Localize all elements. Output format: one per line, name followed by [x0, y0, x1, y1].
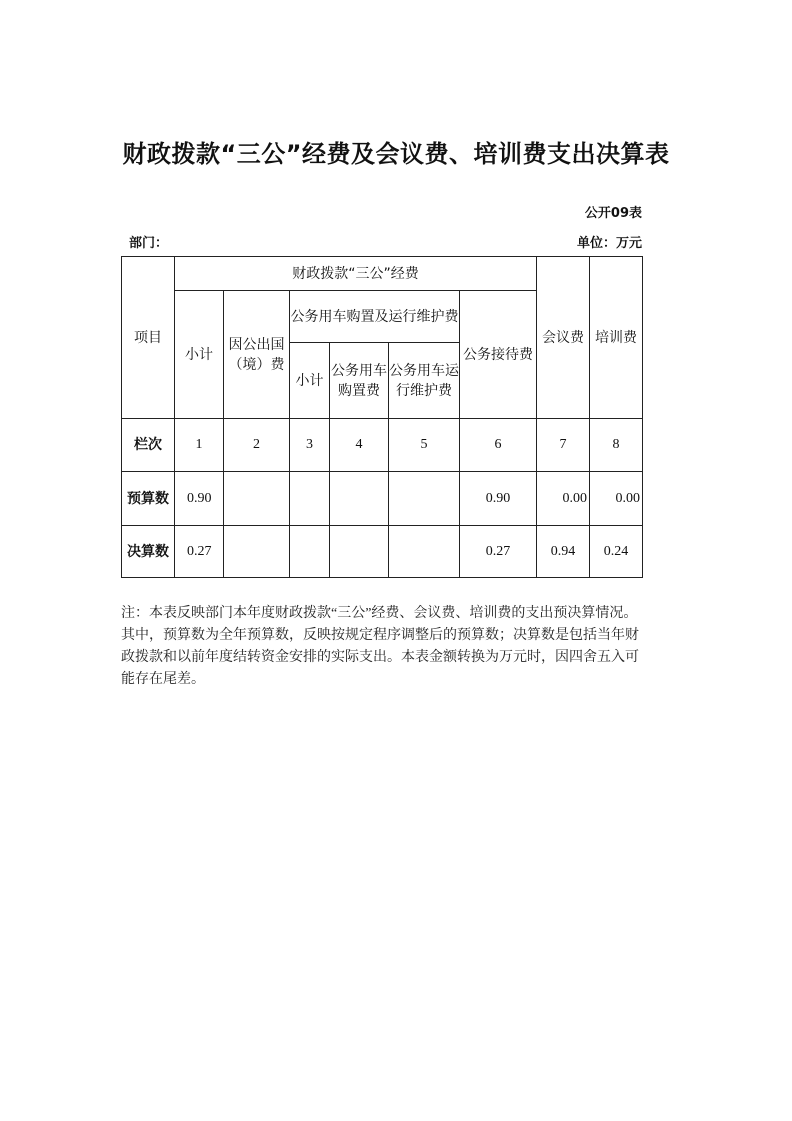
header-fiscal-three-public: 财政拨款“三公”经费 [175, 257, 537, 291]
header-vehicle-purchase: 公务用车购置费 [330, 343, 389, 419]
header-vehicle-subtotal: 小计 [290, 343, 330, 419]
column-number: 2 [224, 419, 290, 472]
header-item: 项目 [122, 257, 175, 419]
budget-meeting: 0.00 [537, 472, 590, 526]
header-training-fee: 培训费 [590, 257, 643, 419]
header-abroad-fee: 因公出国（境）费 [224, 291, 290, 419]
row-label-final: 决算数 [122, 526, 175, 578]
budget-training: 0.00 [590, 472, 643, 526]
header-reception-fee: 公务接待费 [460, 291, 537, 419]
column-number-row [122, 419, 643, 472]
column-number: 1 [175, 419, 224, 472]
budget-vehicle-purchase [330, 472, 389, 526]
final-vehicle-operation [389, 526, 460, 578]
final-vehicle-subtotal [290, 526, 330, 578]
final-training: 0.24 [590, 526, 643, 578]
final-subtotal: 0.27 [175, 526, 224, 578]
budget-reception: 0.90 [460, 472, 537, 526]
unit-label: 单位：万元 [576, 236, 642, 251]
budget-vehicle-subtotal [290, 472, 330, 526]
form-number: 公开09表 [584, 206, 642, 221]
table-row-budget [122, 472, 643, 526]
page-title: 财政拨款“三公”经费及会议费、培训费支出决算表 [122, 140, 670, 168]
column-number: 6 [460, 419, 537, 472]
column-number: 8 [590, 419, 643, 472]
table-row-final [122, 526, 643, 578]
column-number-label: 栏次 [122, 419, 175, 472]
header-vehicle-operation: 公务用车运行维护费 [389, 343, 460, 419]
budget-vehicle-operation [389, 472, 460, 526]
header-vehicle-group: 公务用车购置及运行维护费 [290, 291, 460, 343]
column-number: 7 [537, 419, 590, 472]
final-meeting: 0.94 [537, 526, 590, 578]
row-label-budget: 预算数 [122, 472, 175, 526]
header-meeting-fee: 会议费 [537, 257, 590, 419]
expenditure-table [121, 256, 643, 578]
final-vehicle-purchase [330, 526, 389, 578]
department-label: 部门： [129, 236, 169, 251]
header-subtotal: 小计 [175, 291, 224, 419]
footnote: 注：本表反映部门本年度财政拨款“三公”经费、会议费、培训费的支出预决算情况。其中，预算数为全年预算数，反映按规定程序调整后的预算数；决算数是包括当年财政拨款和以前年度结转资金安排的实际支出。本表金额转换为万元时，因四舍五入可能存在尾差。 [121, 606, 639, 687]
budget-subtotal: 0.90 [175, 472, 224, 526]
column-number: 5 [389, 419, 460, 472]
final-abroad [224, 526, 290, 578]
budget-abroad [224, 472, 290, 526]
final-reception: 0.27 [460, 526, 537, 578]
column-number: 4 [330, 419, 389, 472]
column-number: 3 [290, 419, 330, 472]
